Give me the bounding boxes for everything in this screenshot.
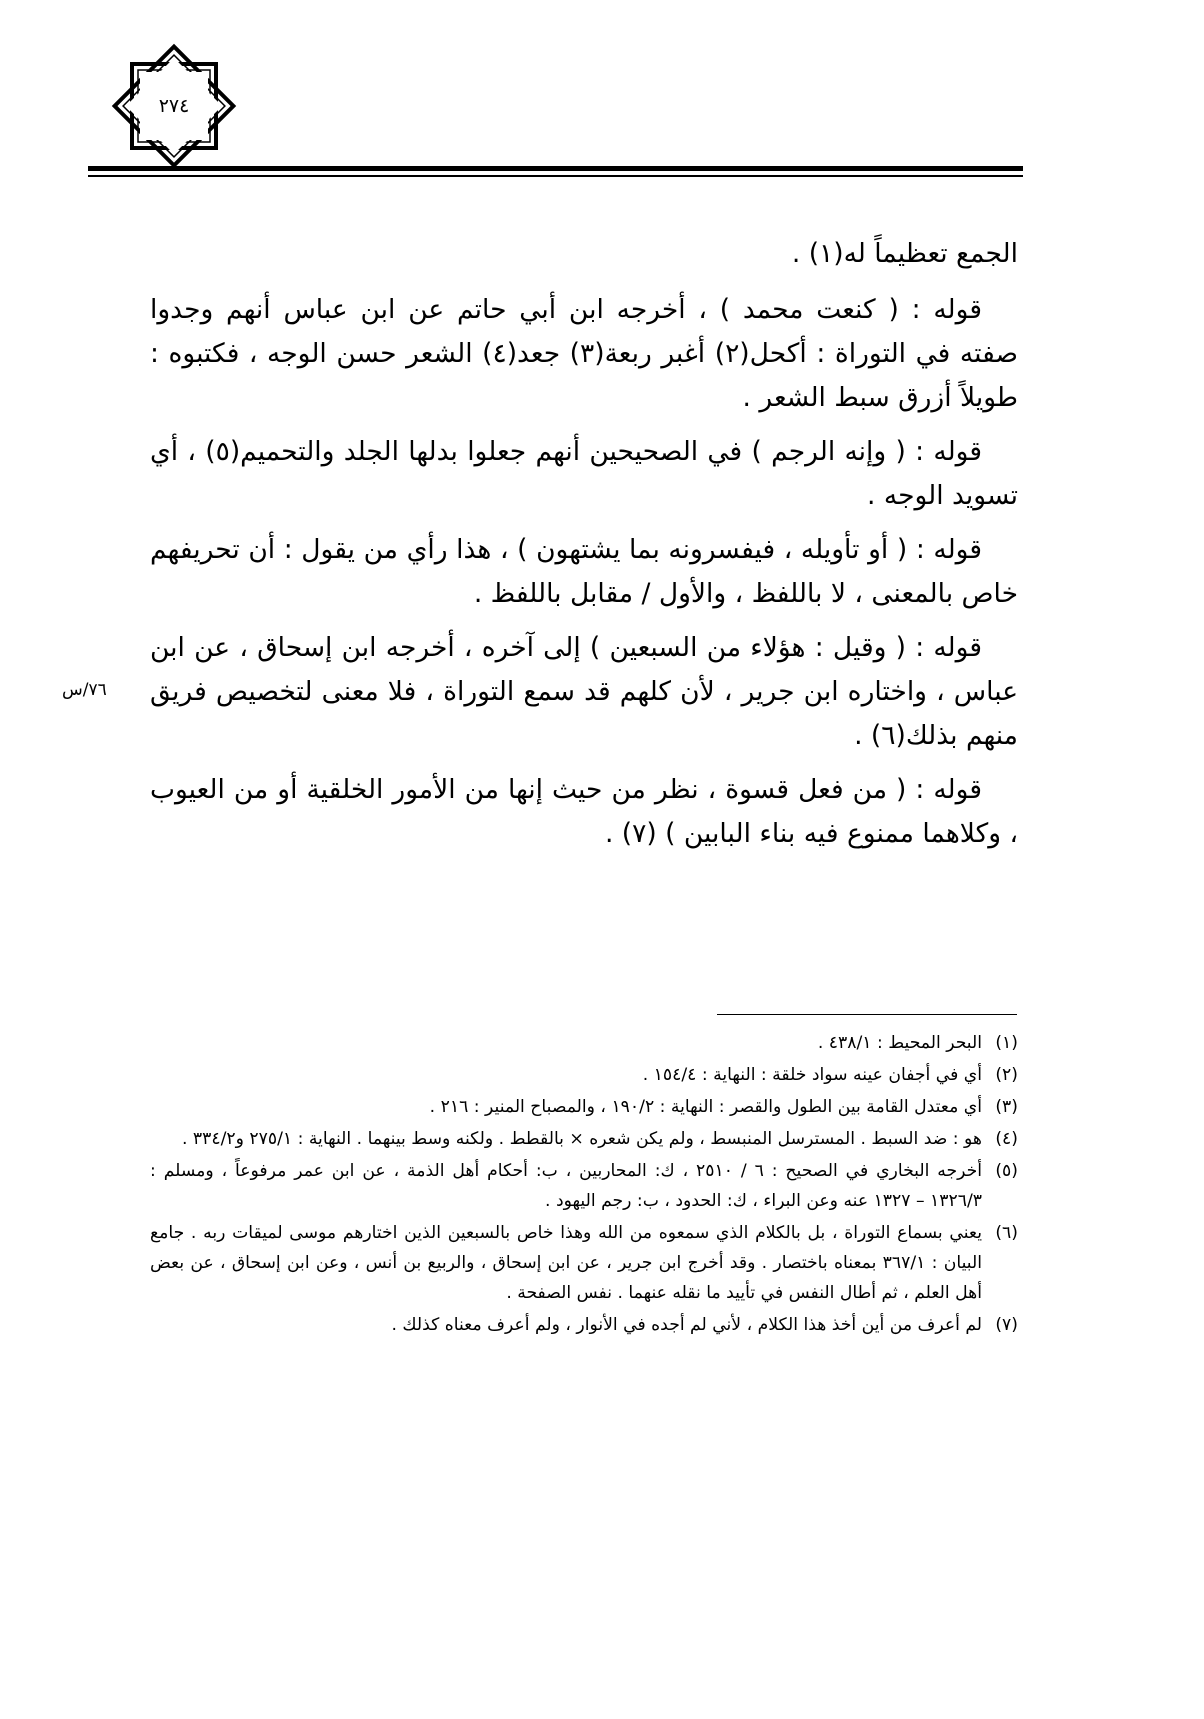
paragraph-5: قوله : ( وقيل : هؤلاء من السبعين ) إلى آخره ، أخرجه ابن إسحاق ، عن ابن عباس ، واختاره ابن جرير ، لأن كلهم قد سمع التوراة ، فلا معنى لتخصيص فريق منهم بذلك(٦) .: [150, 632, 1018, 751]
paragraph-6: قوله : ( من فعل قسوة ، نظر من حيث إنها من الأمور الخلقية أو من العيوب ، وكلاهما ممنوع فيه بناء البابين ) (٧) .: [150, 774, 1018, 849]
footnote-1: [150, 1028, 1018, 1058]
footnote-text: أخرجه البخاري في الصحيح : ٦ / ٢٥١٠ ، ك: المحاربين ، ب: أحكام أهل الذمة ، عن ابن عمر مرفوعاً ، ومسلم : ١٣٢٦/٣ – ١٣٢٧ عنه وعن البراء ، ك: الحدود ، ب: رجم اليهود .: [150, 1161, 982, 1211]
footnote-text: يعني بسماع التوراة ، بل بالكلام الذي سمعوه من الله وهذا خاص بالسبعين الذين اختارهم موسى لميقات ربه . جامع البيان : ٣٦٧/١ بمعناه باختصار . وقد أخرج ابن جرير ، عن ابن إسحاق ، والربيع بن أنس ، وعن ابن إسحاق ، عن بعض أهل العلم ، ثم أطال النفس في تأييد ما نقله عنهما . نفس الصفحة .: [150, 1223, 982, 1303]
paragraph-3: قوله : ( وإنه الرجم ) في الصحيحين أنهم جعلوا بدلها الجلد والتحميم(٥) ، أي تسويد الوجه .: [150, 436, 1018, 511]
footnote-3: [150, 1092, 1018, 1122]
footnote-number: (٣): [995, 1097, 1018, 1117]
footnote-number: (٢): [995, 1065, 1018, 1085]
footnote-5: [150, 1156, 1018, 1216]
header-rule-thin: [88, 175, 1023, 177]
footnote-text: أي في أجفان عينه سواد خلقة : النهاية : ١٥٤/٤ .: [642, 1065, 982, 1085]
footnote-text: لم أعرف من أين أخذ هذا الكلام ، لأني لم أجده في الأنوار ، ولم أعرف معناه كذلك .: [391, 1315, 982, 1335]
footnote-text: هو : ضد السبط . المسترسل المنبسط ، ولم يكن شعره × بالقطط . ولكنه وسط بينهما . النهاية : ٢٧٥/١ و٣٣٤/٢ .: [181, 1129, 982, 1149]
footnote-text: البحر المحيط : ٤٣٨/١ .: [817, 1033, 982, 1053]
footnote-text: أي معتدل القامة بين الطول والقصر : النهاية : ١٩٠/٢ ، والمصباح المنير : ٢١٦ .: [429, 1097, 982, 1117]
footnote-6: [150, 1218, 1018, 1308]
paragraph-4: قوله : ( أو تأويله ، فيفسرونه بما يشتهون ) ، هذا رأي من يقول : أن تحريفهم خاص بالمعنى ، لا باللفظ ، والأول / مقابل باللفظ .: [150, 534, 1018, 609]
header-rule-thick: [88, 166, 1023, 171]
footnote-number: (٦): [995, 1223, 1018, 1243]
main-text: [150, 232, 1018, 866]
footnote-number: (١): [995, 1033, 1018, 1053]
paragraph-2: قوله : ( كنعت محمد ) ، أخرجه ابن أبي حاتم عن ابن عباس أنهم وجدوا صفته في التوراة : أكحل(٢) أغبر ربعة(٣) جعد(٤) الشعر حسن الوجه ، فكتبوه : طويلاً أزرق سبط الشعر .: [150, 294, 1018, 413]
footnote-number: (٧): [995, 1315, 1018, 1335]
footnote-4: [150, 1124, 1018, 1154]
manuscript-folio-note: ٧٦/س: [62, 680, 107, 700]
footnote-2: [150, 1060, 1018, 1090]
footnotes: [150, 1028, 1018, 1342]
footnote-7: [150, 1310, 1018, 1340]
footnote-number: (٤): [995, 1129, 1018, 1149]
page-number: ٢٧٤: [158, 95, 190, 117]
footnote-number: (٥): [995, 1161, 1018, 1181]
paragraph-1: الجمع تعظيماً له(١) .: [791, 238, 1018, 269]
footnote-separator: [717, 1014, 1017, 1015]
